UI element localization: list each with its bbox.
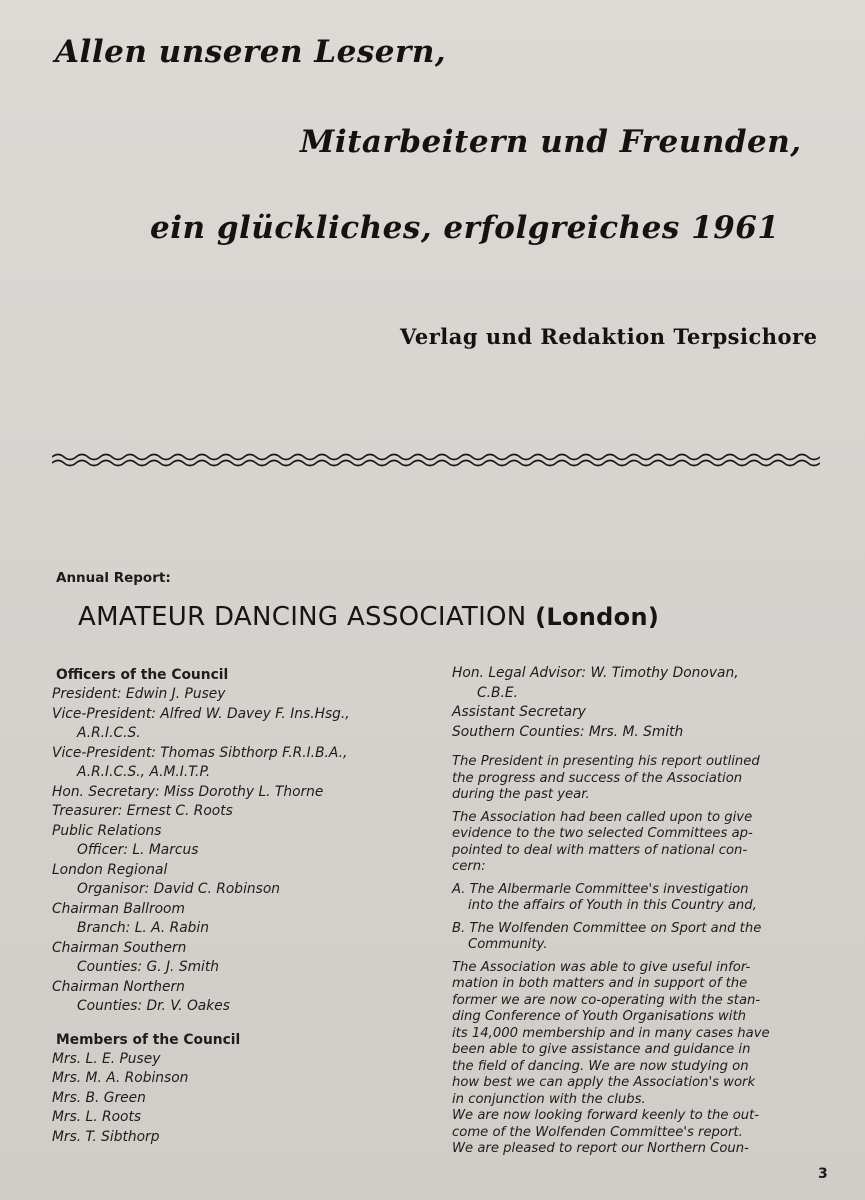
officer-line: London Regional xyxy=(52,861,168,878)
text-line: during the past year. xyxy=(452,787,590,802)
officer-line: Branch: L. A. Rabin xyxy=(77,920,210,936)
text-line: pointed to deal with matters of national con- xyxy=(452,842,748,858)
officer-line: Officer: L. Marcus xyxy=(77,842,199,858)
text-line: The Association was able to give useful infor- xyxy=(452,959,751,975)
spacer xyxy=(452,742,827,754)
officer-line: Chairman Northern xyxy=(52,978,185,995)
text-line: Community. xyxy=(468,937,548,952)
text-line: been able to give assistance and guidance in xyxy=(452,1042,751,1057)
member-line: Mrs. L. Roots xyxy=(52,1109,142,1125)
text-line: ding Conference of Youth Organisations with xyxy=(452,1009,746,1024)
officer-line: Counties: Dr. V. Oakes xyxy=(77,998,230,1014)
officer-line: Treasurer: Ernest C. Roots xyxy=(52,803,233,819)
member-line: Mrs. L. E. Pusey xyxy=(52,1050,161,1067)
officer-line: Public Relations xyxy=(52,822,162,839)
list-item-a xyxy=(452,882,827,915)
text-line: into the affairs of Youth in this Country and, xyxy=(468,898,757,913)
officer-line: Counties: G. J. Smith xyxy=(77,959,220,975)
officer-line: Vice-President: Thomas Sibthorp F.R.I.B.A., xyxy=(52,744,348,761)
text-line: cern: xyxy=(452,859,486,874)
text-line: evidence to the two selected Committees ap- xyxy=(452,826,753,841)
page-number: 3 xyxy=(818,1166,828,1182)
paragraph-intro xyxy=(452,754,827,804)
text-line: The President in presenting his report outlined xyxy=(452,754,760,769)
advisor-line: Southern Counties: Mrs. M. Smith xyxy=(452,723,684,740)
member-line: Mrs. M. A. Robinson xyxy=(52,1070,189,1086)
text-line: come of the Wolfenden Committee's report. xyxy=(452,1124,743,1140)
left-column xyxy=(52,666,442,1147)
text-line: how best we can apply the Association's work xyxy=(452,1075,756,1090)
article-title-suffix: (London) xyxy=(535,603,660,631)
list-item-b xyxy=(452,921,827,954)
advisor-line: Hon. Legal Advisor: W. Timothy Donovan, xyxy=(452,665,739,681)
text-line: its 14,000 membership and in many cases have xyxy=(452,1025,770,1041)
text-line: former we are now co-operating with the stan- xyxy=(452,992,761,1008)
text-line: We are pleased to report our Northern Coun- xyxy=(452,1141,749,1156)
section-label: Annual Report: xyxy=(56,570,171,586)
officer-line: Chairman Ballroom xyxy=(52,900,185,917)
officer-line: President: Edwin J. Pusey xyxy=(52,686,226,702)
officer-line: Hon. Secretary: Miss Dorothy L. Thorne xyxy=(52,783,324,800)
paragraph-evidence xyxy=(452,810,827,876)
wavy-divider xyxy=(52,452,820,468)
text-line: the field of dancing. We are now studying on xyxy=(452,1058,749,1074)
article-title-main: AMATEUR DANCING ASSOCIATION xyxy=(78,602,527,632)
spacer xyxy=(52,1017,442,1031)
advisor-line: Assistant Secretary xyxy=(452,704,586,720)
officers-heading: Officers of the Council xyxy=(56,667,229,683)
officer-line: A.R.I.C.S., A.M.I.T.P. xyxy=(77,764,211,780)
officer-line: A.R.I.C.S. xyxy=(77,725,141,741)
member-line: Mrs. T. Sibthorp xyxy=(52,1128,160,1145)
greeting-line-1: Allen unseren Lesern, xyxy=(55,34,447,70)
text-line: in conjunction with the clubs. xyxy=(452,1091,646,1107)
member-line: Mrs. B. Green xyxy=(52,1089,146,1106)
right-column xyxy=(452,664,827,1164)
text-line: The Association had been called upon to give xyxy=(452,809,753,825)
text-line: mation in both matters and in support of the xyxy=(452,976,748,991)
paragraph-information xyxy=(452,960,827,1158)
greeting-line-3: ein glückliches, erfolgreiches 1961 xyxy=(150,210,780,246)
publisher-signature: Verlag und Redaktion Terpsichore xyxy=(400,324,818,349)
text-line: A. The Albermarle Committee's investigation xyxy=(452,881,749,897)
officer-line: Vice-President: Alfred W. Davey F. Ins.Hsg., xyxy=(52,705,350,722)
article-title xyxy=(78,602,659,632)
officer-line: Organisor: David C. Robinson xyxy=(77,881,281,897)
text-line: the progress and success of the Association xyxy=(452,770,743,786)
text-line: We are now looking forward keenly to the out- xyxy=(452,1108,760,1123)
advisor-line: C.B.E. xyxy=(477,684,518,701)
text-line: B. The Wolfenden Committee on Sport and the xyxy=(452,920,762,936)
officer-line: Chairman Southern xyxy=(52,939,187,956)
members-heading: Members of the Council xyxy=(56,1031,241,1048)
greeting-line-2: Mitarbeitern und Freunden, xyxy=(300,124,802,160)
